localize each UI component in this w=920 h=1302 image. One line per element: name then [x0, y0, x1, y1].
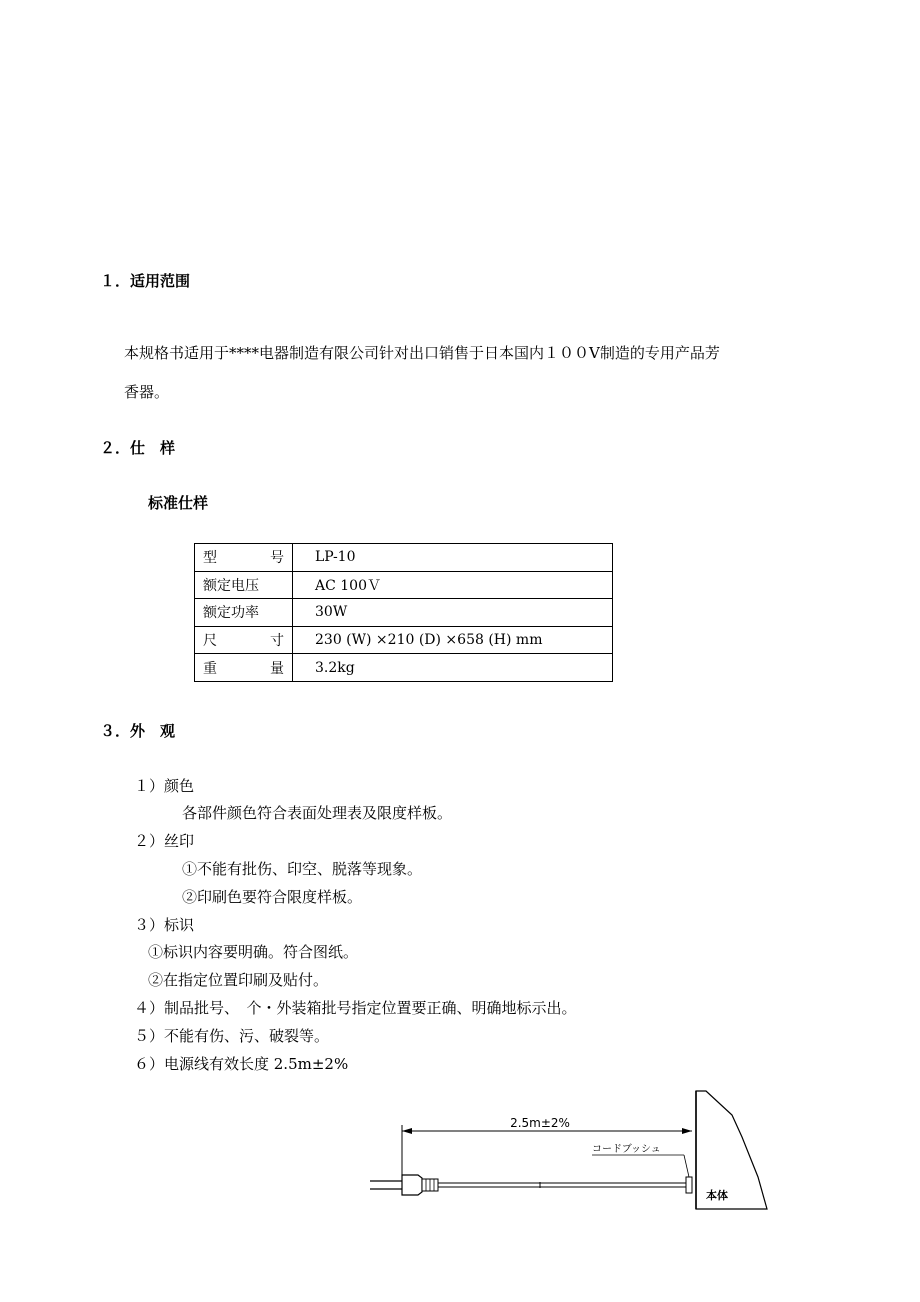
spec-value-size: 230 (W) ×210 (D) ×658 (H) mm: [293, 626, 613, 654]
section-3-heading: [100, 720, 175, 741]
list-item: ①标识内容要明确。符合图纸。: [148, 943, 359, 961]
list-item: ２）丝印: [134, 832, 195, 850]
cord-diagram: [360, 1085, 780, 1220]
section-1-paragraph-line2: 香器。: [124, 383, 170, 401]
list-item: ５）不能有伤、污、破裂等。: [134, 1027, 330, 1045]
spec-value-weight: 3.2kg: [293, 654, 613, 682]
spec-value-model: LP-10: [293, 544, 613, 572]
list-item: 各部件颜色符合表面处理表及限度样板。: [182, 804, 453, 822]
spec-table: [194, 543, 613, 682]
arrow-right-icon: [682, 1128, 692, 1134]
table-row: [195, 626, 613, 654]
spec-label-model: 型 号: [195, 544, 293, 572]
plug-icon: [402, 1175, 422, 1195]
section-2-title: 仕 样: [130, 439, 176, 457]
section-2-heading: [100, 437, 175, 458]
list-item: １）颜色: [134, 777, 195, 795]
list-item: ②在指定位置印刷及贴付。: [148, 971, 329, 989]
table-row: [195, 544, 613, 572]
spec-label-voltage: 额定电压: [195, 571, 293, 599]
table-row: [195, 654, 613, 682]
spec-value-voltage: AC 100Ｖ: [293, 571, 613, 599]
list-item: ②印刷色要符合限度样板。: [182, 888, 363, 906]
bushing-label: コードブッシュ: [592, 1144, 661, 1155]
section-1-number: １．: [100, 272, 131, 290]
list-item: ①不能有批伤、印空、脱落等现象。: [182, 860, 423, 878]
list-item: ３）标识: [134, 916, 195, 934]
spec-label-size: 尺 寸: [195, 626, 293, 654]
table-row: [195, 599, 613, 627]
cord-bushing-icon: [686, 1177, 692, 1193]
section-2-number: ２．: [100, 439, 131, 457]
spec-label-power: 额定功率: [195, 599, 293, 627]
spec-value-power: 30W: [293, 599, 613, 627]
section-1-paragraph-line1: 本规格书适用于****电器制造有限公司针对出口销售于日本国内１００V制造的专用产品芳: [124, 344, 720, 362]
section-1-title: 适用范围: [130, 272, 191, 290]
spec-label-weight: 重 量: [195, 654, 293, 682]
body-label: 本体: [706, 1189, 728, 1202]
arrow-left-icon: [402, 1128, 412, 1134]
table-row: [195, 571, 613, 599]
leader-line: [684, 1155, 689, 1177]
list-item: ４）制品批号、 个・外装箱批号指定位置要正确、明确地标示出。: [134, 999, 577, 1017]
length-label: 2.5m±2%: [510, 1116, 570, 1130]
section-3-title: 外 观: [130, 722, 176, 740]
section-3-number: ３．: [100, 722, 131, 740]
section-1-heading: [100, 270, 190, 291]
list-item: ６）电源线有效长度 2.5m±2%: [134, 1055, 349, 1073]
spec-subtitle: 标准仕样: [148, 494, 209, 512]
